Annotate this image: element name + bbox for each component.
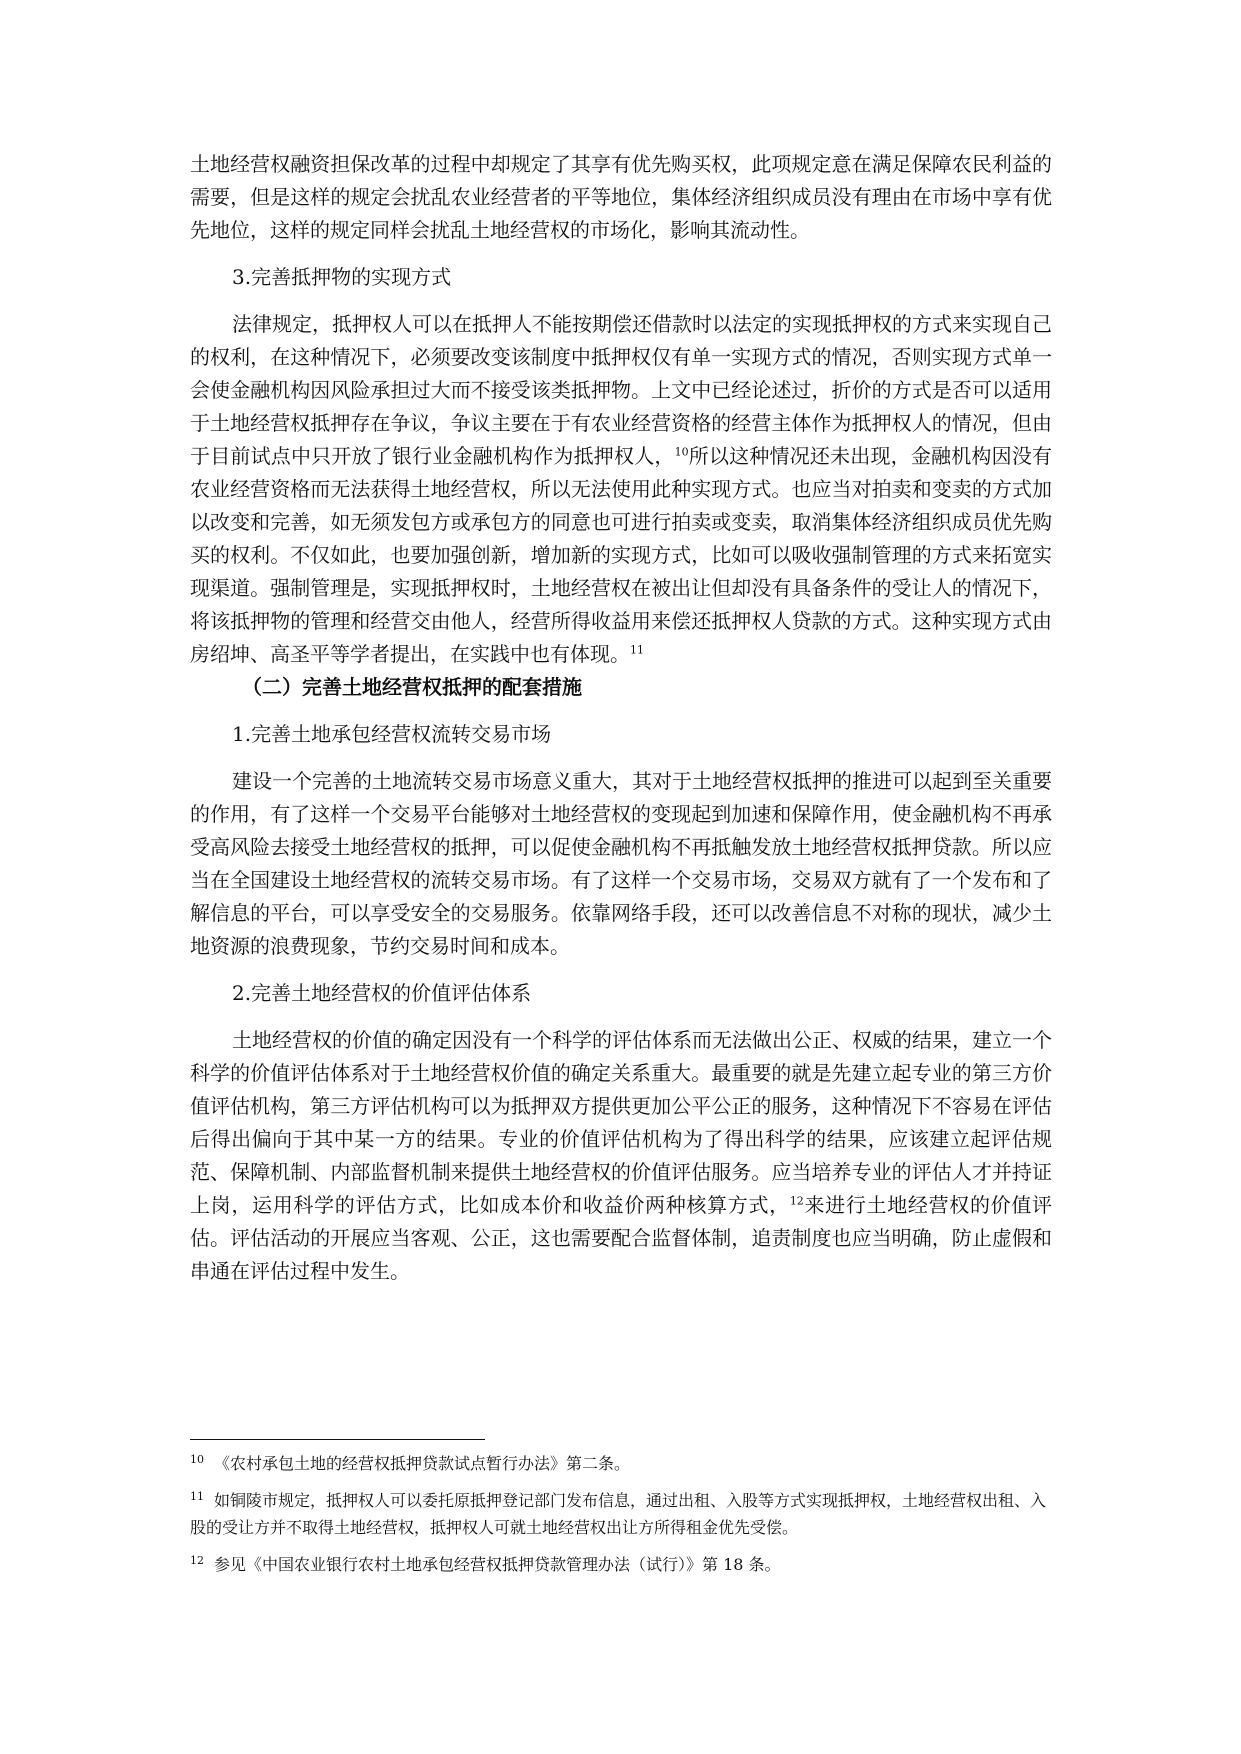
footnote-11 — [190, 1487, 1052, 1541]
section-heading: （二）完善土地经营权抵押的配套措施 — [242, 675, 582, 699]
footnote-number: 10 — [190, 1452, 204, 1466]
footnote-10 — [190, 1450, 1052, 1477]
paragraph-trading-market: 建设一个完善的土地流转交易市场意义重大，其对于土地经营权抵押的推进可以起到至关重要的作用，有了这样一个交易平台能够对土地经营权的变现起到加速和保障作用，使金融机构不再承受高风险去接受土地经营权的抵押，可以促使金融机构不再抵触发放土地经营权抵押贷款。所以应当在全国建设土地经营权的流转交易市场。有了这样一个交易市场，交易双方就有了一个发布和了解信息的平台，可以享受安全的交易服务。依靠网络手段，还可以改善信息不对称的现状，减少土地资源的浪费现象，节约交易时间和成本。 — [190, 769, 1052, 958]
footnotes — [190, 1450, 1052, 1588]
body-text — [190, 148, 1052, 1288]
subheading-2: 2.完善土地经营权的价值评估体系 — [232, 981, 532, 1005]
footnote-text: 《农村承包土地的经营权抵押贷款试点暂行办法》第二条。 — [214, 1454, 631, 1473]
footnote-12 — [190, 1551, 1052, 1578]
paragraph-text-a: 土地经营权的价值的确定因没有一个科学的评估体系而无法做出公正、权威的结果，建立一个科学的价值评估体系对于土地经营权价值的确定关系重大。最重要的就是先建立起专业的第三方价值评估机构，第三方评估机构可以为抵押双方提供更加公平公正的服务，这种情况下不容易在评估后得出偏向于其中某一方的结果。专业的价值评估机构为了得出科学的结果，应该建立起评估规范、保障机制、内部监督机制来提供土地经营权的价值评估服务。应当培养专业的评估人才并持证上岗，运用科学的评估方式，比如成本价和收益价两种核算方式， — [190, 1028, 1052, 1217]
footnote-text: 参见《中国农业银行农村土地承包经营权抵押贷款管理办法（试行）》第 18 条。 — [214, 1555, 781, 1574]
subheading-3: 3.完善抵押物的实现方式 — [232, 265, 452, 289]
footnote-text: 如铜陵市规定，抵押权人可以委托原抵押登记部门发布信息，通过出租、入股等方式实现抵押权，土地经营权出租、入股的受让方并不取得土地经营权，抵押权人可就土地经营权出让方所得租金优先受偿。 — [190, 1491, 1047, 1537]
paragraph-text-a: 法律规定，抵押权人可以在抵押人不能按期偿还借款时以法定的实现抵押权的方式来实现自己的权利，在这种情况下，必须要改变该制度中抵押权仅有单一实现方式的情况，否则实现方式单一会使金融机构因风险承担过大而不接受该类抵押物。上文中已经论述过，折价的方式是否可以适用于土地经营权抵押存在争议，争议主要在于有农业经营资格的经营主体作为抵押权人的情况，但由于目前试点中只开放了银行业金融机构作为抵押权人， — [190, 312, 1052, 468]
footnote-ref-10[interactable]: 10 — [674, 445, 689, 459]
footnote-number: 12 — [190, 1553, 204, 1567]
footnote-number: 11 — [190, 1489, 204, 1503]
paragraph-realization-methods — [190, 308, 1052, 671]
footnote-divider — [190, 1439, 485, 1440]
paragraph-text-b: 所以这种情况还未出现，金融机构因没有农业经营资格而无法获得土地经营权，所以无法使用此种实现方式。也应当对拍卖和变卖的方式加以改变和完善，如无须发包方或承包方的同意也可进行拍卖或变卖，取消集体经济组织成员优先购买的权利。不仅如此，也要加强创新，增加新的实现方式，比如可以吸收强制管理的方式来拓宽实现渠道。强制管理是，实现抵押权时，土地经营权在被出让但却没有具备条件的受让人的情况下，将该抵押物的管理和经营交由他人，经营所得收益用来偿还抵押权人贷款的方式。这种实现方式由房绍坤、高圣平等学者提出，在实践中也有体现。 — [190, 444, 1053, 666]
footnote-ref-12[interactable]: 12 — [789, 1194, 804, 1208]
footnote-ref-11[interactable]: 11 — [630, 643, 644, 657]
paragraph-valuation-system — [190, 1024, 1052, 1288]
paragraph-text-b: 来进行土地经营权的价值评估。评估活动的开展应当客观、公正，这也需要配合监督体制，追责制度也应当明确，防止虚假和串通在评估过程中发生。 — [190, 1193, 1053, 1283]
subheading-1: 1.完善土地承包经营权流转交易市场 — [232, 722, 552, 746]
paragraph-continuation: 土地经营权融资担保改革的过程中却规定了其享有优先购买权，此项规定意在满足保障农民利益的需要，但是这样的规定会扰乱农业经营者的平等地位，集体经济组织成员没有理由在市场中享有优先地位，这样的规定同样会扰乱土地经营权的市场化，影响其流动性。 — [190, 152, 1052, 242]
